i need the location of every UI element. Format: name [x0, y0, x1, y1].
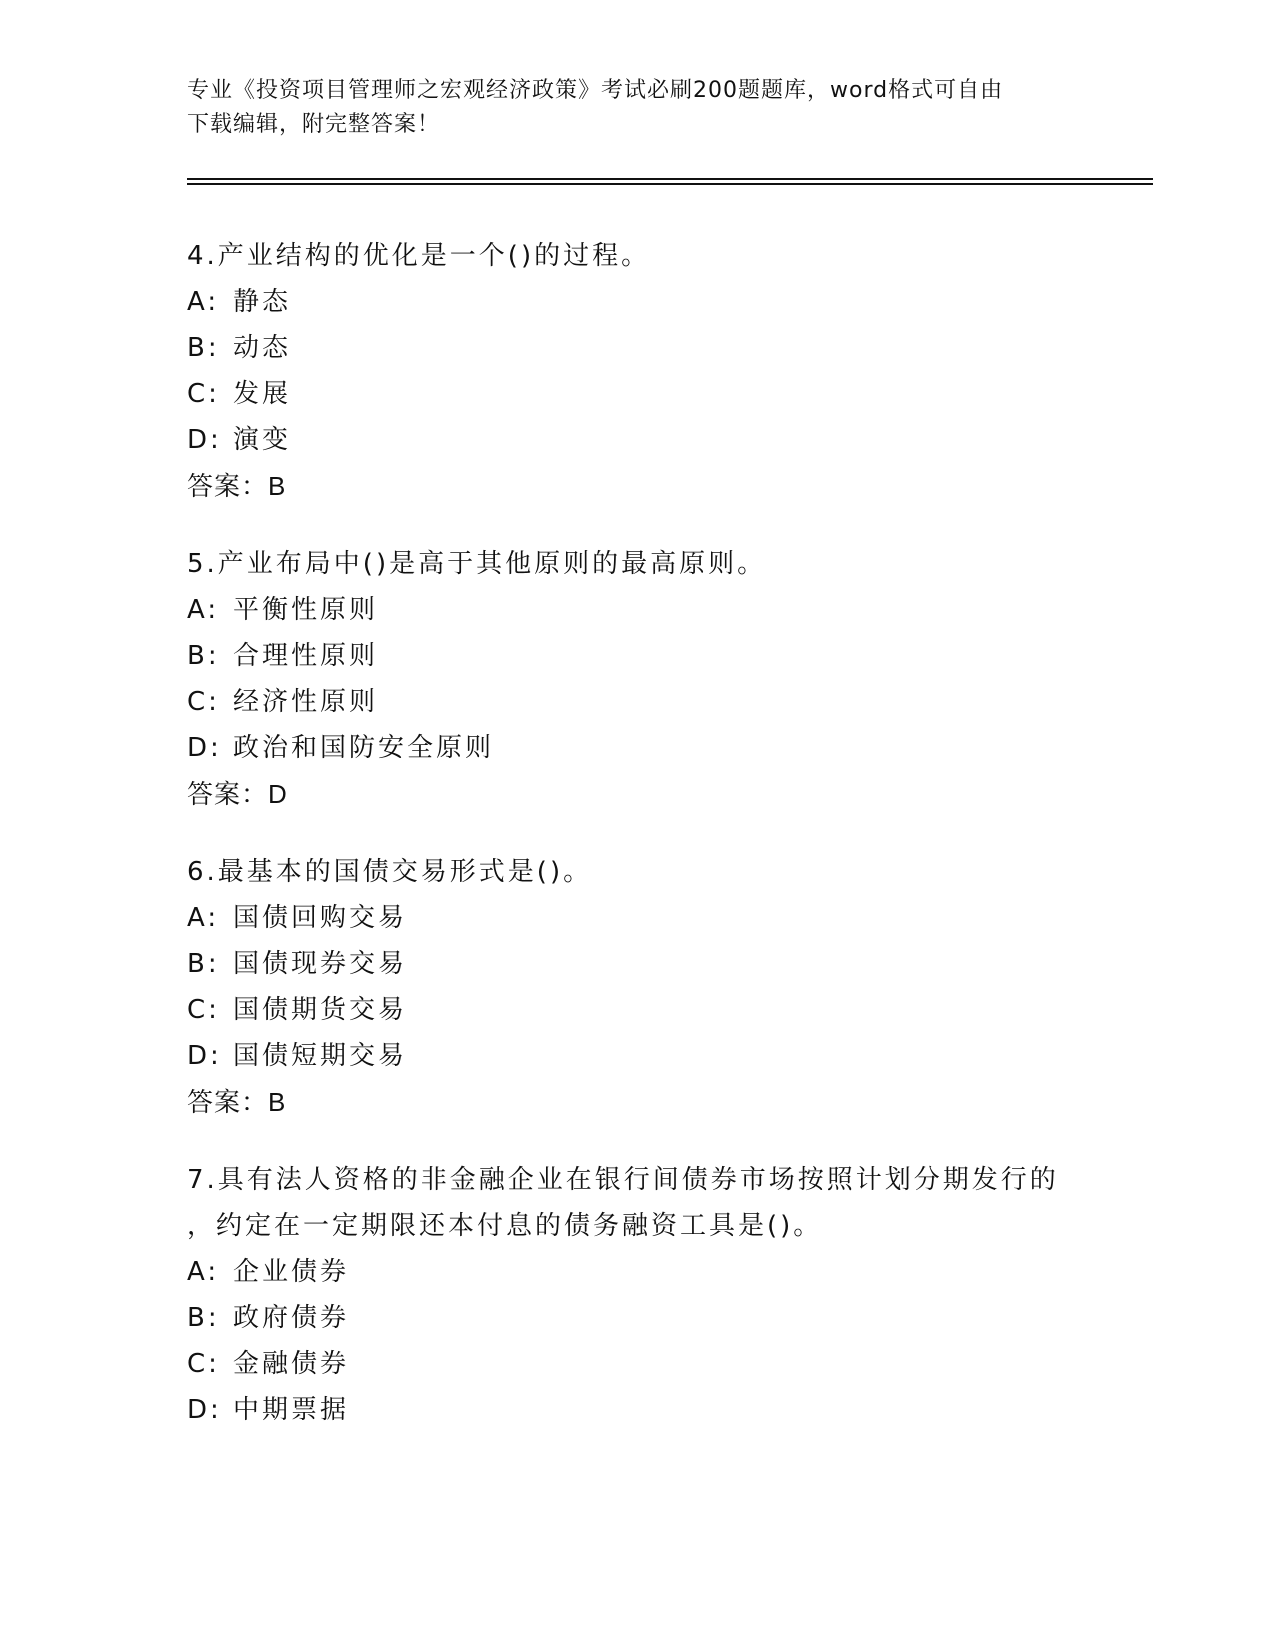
option-text: 政府债券	[233, 1303, 350, 1333]
option-b	[187, 941, 1087, 987]
header-line-2: 下载编辑，附完整答案！	[187, 112, 441, 137]
option-c	[187, 987, 1087, 1033]
option-b	[187, 325, 1087, 371]
option-d	[187, 1033, 1087, 1079]
option-letter: C:	[187, 1349, 220, 1379]
option-letter: B:	[187, 949, 220, 979]
option-letter: B:	[187, 641, 220, 671]
option-letter: C:	[187, 379, 220, 409]
option-text: 中期票据	[233, 1395, 350, 1425]
option-text: 企业债券	[233, 1257, 350, 1287]
option-text: 演变	[233, 425, 292, 455]
option-letter: D:	[187, 425, 222, 455]
answer-line: 答案：B	[187, 1087, 287, 1117]
question-5	[187, 541, 1087, 817]
question-6	[187, 849, 1087, 1125]
question-7	[187, 1157, 1087, 1433]
option-letter: D:	[187, 1041, 222, 1071]
option-letter: A:	[187, 1257, 220, 1287]
option-text: 国债期货交易	[233, 995, 408, 1025]
question-stem-line-2: ，约定在一定期限还本付息的债务融资工具是()。	[187, 1211, 823, 1241]
option-letter: A:	[187, 903, 220, 933]
answer-line: 答案：D	[187, 779, 288, 809]
option-text: 国债短期交易	[233, 1041, 408, 1071]
header-divider-bottom	[187, 183, 1153, 185]
option-d	[187, 1387, 1087, 1433]
option-c	[187, 371, 1087, 417]
option-letter: A:	[187, 287, 220, 317]
question-stem: 4.产业结构的优化是一个()的过程。	[187, 241, 651, 271]
option-letter: A:	[187, 595, 220, 625]
option-letter: B:	[187, 333, 220, 363]
option-letter: C:	[187, 995, 220, 1025]
option-d	[187, 417, 1087, 463]
option-a	[187, 279, 1087, 325]
question-stem: 5.产业布局中()是高于其他原则的最高原则。	[187, 549, 767, 579]
question-stem-line-1: 7.具有法人资格的非金融企业在银行间债券市场按照计划分期发行的	[187, 1165, 1059, 1195]
option-text: 经济性原则	[233, 687, 379, 717]
option-letter: D:	[187, 733, 222, 763]
question-4	[187, 233, 1087, 509]
answer-line: 答案：B	[187, 471, 287, 501]
option-a	[187, 1249, 1087, 1295]
option-text: 静态	[233, 287, 292, 317]
option-text: 合理性原则	[233, 641, 379, 671]
option-letter: D:	[187, 1395, 222, 1425]
header-divider-top	[187, 178, 1153, 180]
option-text: 平衡性原则	[233, 595, 379, 625]
option-text: 国债现券交易	[233, 949, 408, 979]
header-line-1: 专业《投资项目管理师之宏观经济政策》考试必刷200题题库，word格式可自由	[187, 78, 1004, 103]
option-text: 动态	[233, 333, 292, 363]
option-letter: C:	[187, 687, 220, 717]
option-text: 政治和国防安全原则	[233, 733, 495, 763]
question-stem: 6.最基本的国债交易形式是()。	[187, 857, 593, 887]
option-b	[187, 633, 1087, 679]
option-text: 发展	[233, 379, 292, 409]
option-b	[187, 1295, 1087, 1341]
option-text: 金融债券	[233, 1349, 350, 1379]
question-list	[187, 233, 1087, 1465]
option-text: 国债回购交易	[233, 903, 408, 933]
document-header	[187, 74, 1087, 142]
option-a	[187, 895, 1087, 941]
option-c	[187, 1341, 1087, 1387]
option-c	[187, 679, 1087, 725]
option-d	[187, 725, 1087, 771]
option-a	[187, 587, 1087, 633]
option-letter: B:	[187, 1303, 220, 1333]
